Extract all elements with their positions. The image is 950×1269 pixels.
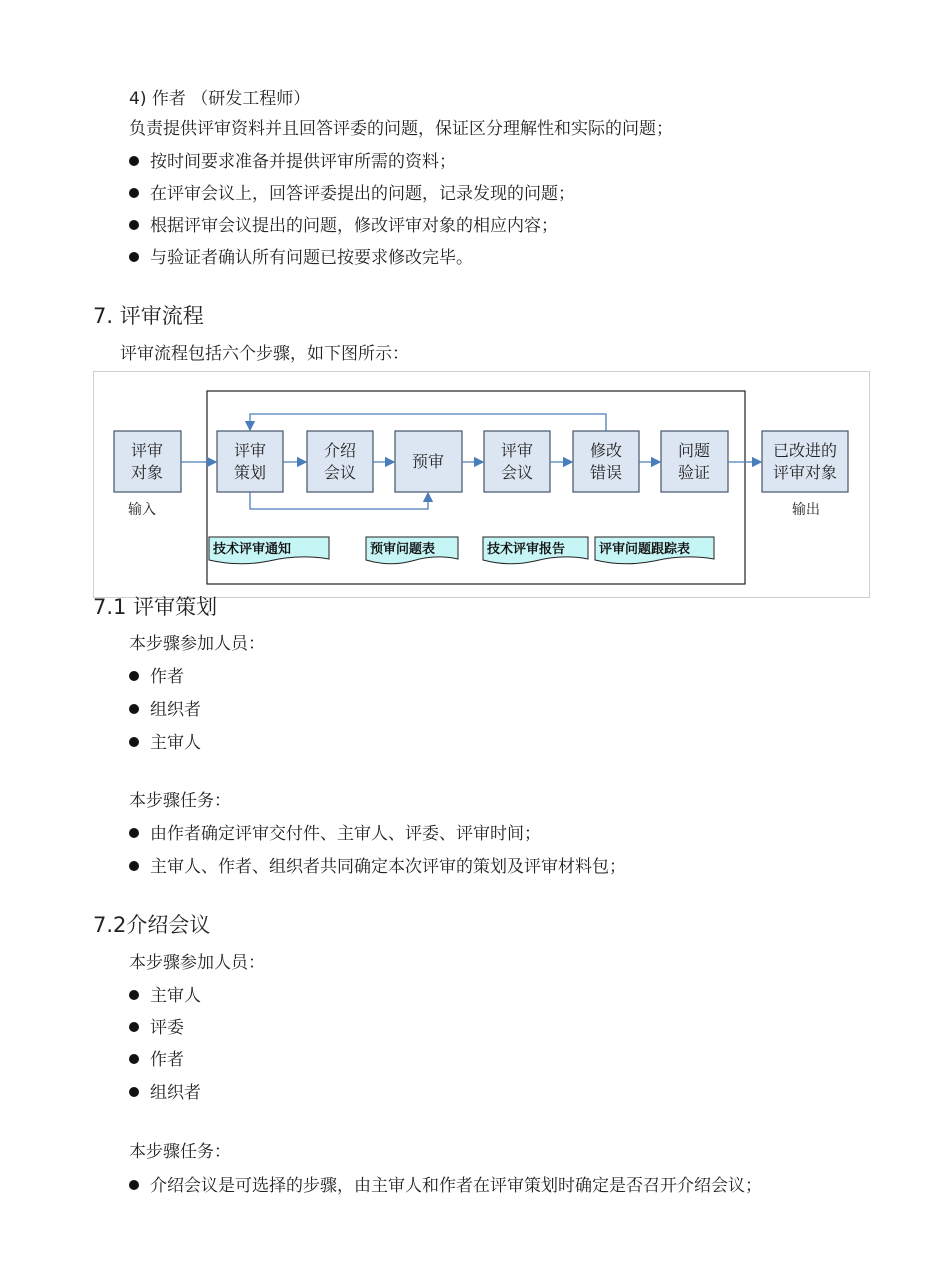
list-item: 评委 [129, 1017, 184, 1039]
bullet-icon [129, 1180, 139, 1190]
review-flow-diagram [93, 371, 870, 598]
bullet-icon [129, 188, 139, 198]
step-box-intro-meeting [307, 431, 373, 492]
list-item: 组织者 [129, 1082, 201, 1104]
bullet-icon [129, 990, 139, 1000]
section-heading: 7.1 评审策划 [93, 595, 218, 619]
doc-issue-tracking-table [595, 537, 714, 564]
list-item: 作者 [129, 1049, 184, 1071]
svg-text:介绍: 介绍 [323, 441, 357, 460]
author-intro: 负责提供评审资料并且回答评委的问题，保证区分理解性和实际的问题； [129, 119, 673, 139]
svg-text:策划: 策划 [233, 463, 267, 482]
svg-text:已改进的: 已改进的 [772, 441, 838, 460]
svg-text:问题: 问题 [677, 441, 711, 460]
bullet-icon [129, 704, 139, 714]
doc-tech-review-notice [209, 537, 329, 564]
bullet-icon [129, 1022, 139, 1032]
section-intro: 评审流程包括六个步骤，如下图所示： [120, 344, 409, 364]
doc-pre-review-issues [366, 537, 458, 564]
svg-text:预审: 预审 [411, 452, 445, 471]
step-box-fix-errors [573, 431, 639, 492]
tasks-label: 本步骤任务： [129, 791, 231, 811]
svg-text:预审问题表: 预审问题表 [370, 542, 436, 557]
section-heading: 7. 评审流程 [93, 304, 204, 328]
svg-text:会议: 会议 [323, 463, 357, 482]
feedback-arrow [250, 414, 606, 431]
tasks-label: 本步骤任务： [129, 1142, 231, 1162]
svg-text:对象: 对象 [130, 463, 164, 482]
list-item: 根据评审会议提出的问题，修改评审对象的相应内容； [129, 215, 558, 237]
list-item: 介绍会议是可选择的步骤，由主审人和作者在评审策划时确定是否召开介绍会议； [129, 1175, 762, 1197]
svg-text:评审: 评审 [130, 441, 164, 460]
bullet-icon [129, 861, 139, 871]
list-item: 主审人、作者、组织者共同确定本次评审的策划及评审材料包； [129, 856, 626, 878]
section-heading: 7.2介绍会议 [93, 913, 211, 937]
output-box [762, 431, 848, 492]
svg-text:验证: 验证 [677, 463, 711, 482]
author-heading: 4) 作者 （研发工程师） [129, 89, 311, 109]
doc-tech-review-report [483, 537, 588, 564]
participants-label: 本步骤参加人员： [129, 634, 265, 654]
output-label: 输出 [792, 502, 820, 518]
svg-text:评审问题跟踪表: 评审问题跟踪表 [599, 542, 691, 557]
list-item: 由作者确定评审交付件、主审人、评委、评审时间； [129, 823, 541, 845]
bullet-icon [129, 252, 139, 262]
bullet-icon [129, 671, 139, 681]
svg-text:评审: 评审 [500, 441, 534, 460]
step-box-pre-review [395, 431, 462, 492]
step-box-verify [661, 431, 728, 492]
list-item: 主审人 [129, 985, 201, 1007]
skip-arrow [250, 492, 428, 509]
bullet-icon [129, 737, 139, 747]
svg-text:错误: 错误 [589, 463, 623, 482]
svg-text:评审: 评审 [233, 441, 267, 460]
list-item: 在评审会议上，回答评委提出的问题，记录发现的问题； [129, 183, 575, 205]
bullet-icon [129, 1087, 139, 1097]
list-item: 按时间要求准备并提供评审所需的资料； [129, 151, 456, 173]
svg-text:会议: 会议 [500, 463, 534, 482]
list-item: 作者 [129, 666, 184, 688]
svg-text:修改: 修改 [589, 441, 623, 460]
participants-label: 本步骤参加人员： [129, 953, 265, 973]
bullet-icon [129, 828, 139, 838]
list-item: 主审人 [129, 732, 201, 754]
bullet-icon [129, 220, 139, 230]
svg-text:评审对象: 评审对象 [772, 463, 838, 482]
svg-text:技术评审报告: 技术评审报告 [487, 542, 566, 557]
input-box [114, 431, 181, 492]
svg-text:技术评审通知: 技术评审通知 [213, 542, 292, 557]
step-box-planning [217, 431, 283, 492]
bullet-icon [129, 156, 139, 166]
bullet-icon [129, 1054, 139, 1064]
step-box-review-meeting [484, 431, 550, 492]
list-item: 与验证者确认所有问题已按要求修改完毕。 [129, 247, 473, 269]
input-label: 输入 [128, 502, 156, 518]
list-item: 组织者 [129, 699, 201, 721]
